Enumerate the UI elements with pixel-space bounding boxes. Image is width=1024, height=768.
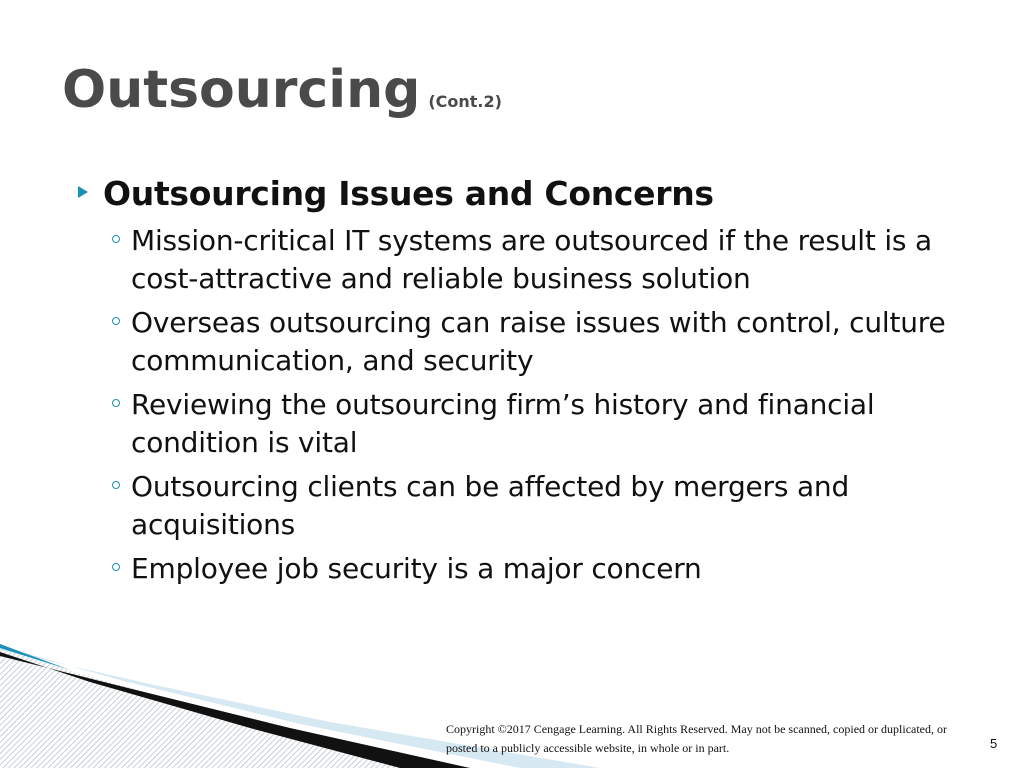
main-bullet xyxy=(75,172,975,216)
sub-bullet-item xyxy=(75,304,951,380)
slide-content xyxy=(75,172,975,594)
sub-bullet-text: Mission-critical IT systems are outsourced if the result is a cost-attractive and reliable business solution xyxy=(131,224,932,295)
sub-bullet-text: Overseas outsourcing can raise issues with control, culture communication, and security xyxy=(131,306,946,377)
circle-bullet-icon xyxy=(112,399,120,407)
page-number: 5 xyxy=(990,736,998,751)
slide-title xyxy=(62,60,502,120)
slide-title-text: Outsourcing xyxy=(62,60,421,120)
sub-bullet-item xyxy=(75,550,951,588)
sub-bullet-text: Reviewing the outsourcing firm’s history and financial condition is vital xyxy=(131,388,875,459)
sub-bullet-text: Employee job security is a major concern xyxy=(131,552,702,585)
triangle-bullet-icon xyxy=(78,186,88,198)
sub-bullet-text: Outsourcing clients can be affected by mergers and acquisitions xyxy=(131,470,850,541)
slide-title-suffix: (Cont.2) xyxy=(428,92,502,111)
sub-bullet-list xyxy=(75,222,975,588)
circle-bullet-icon xyxy=(112,481,120,489)
main-bullet-text: Outsourcing Issues and Concerns xyxy=(103,174,714,213)
sub-bullet-item xyxy=(75,468,951,544)
copyright-notice: Copyright ©2017 Cengage Learning. All Rights Reserved. May not be scanned, copied or duplicated, or posted to a publicly accessible website, in whole or in part. xyxy=(446,722,948,755)
circle-bullet-icon xyxy=(112,317,120,325)
circle-bullet-icon xyxy=(112,235,120,243)
sub-bullet-item xyxy=(75,222,951,298)
circle-bullet-icon xyxy=(112,563,120,571)
sub-bullet-item xyxy=(75,386,951,462)
